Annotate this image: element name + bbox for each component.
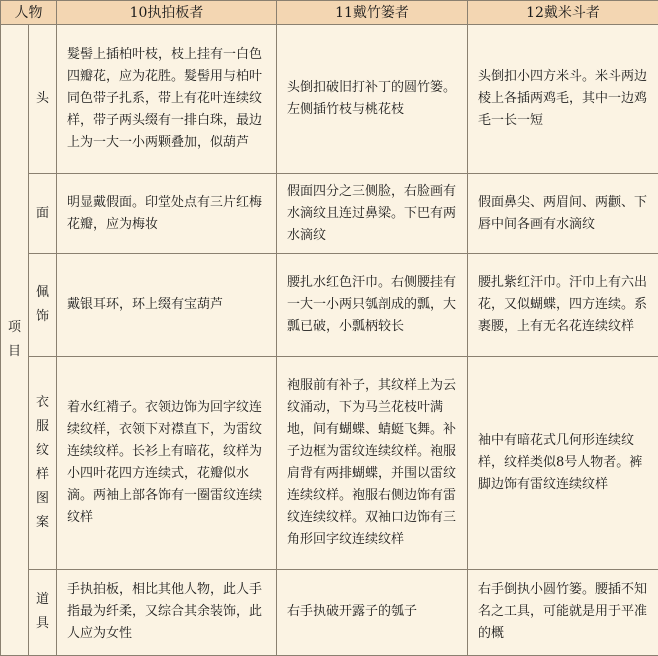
cell-text: 戴银耳环，环上缀有宝葫芦 xyxy=(67,296,224,312)
cell-text: 假面鼻尖、两眉间、两颧、下唇中间各画有水滴纹 xyxy=(478,194,648,232)
cell-col12 xyxy=(468,254,658,356)
cell-text: 右手倒执小圆竹篓。腰插不知名之工具，可能就是用于平准的概 xyxy=(478,582,648,642)
row-label-cell xyxy=(29,25,57,174)
cell-text: 袍服前有补子，其纹样上为云纹涌动，下为马兰花枝叶满地，间有蝴蝶、蜻蜓飞舞。补子边框为雷纹连续纹样。袍服肩背有两排蝴蝶，并围以雷纹连续纹样。袍服右侧边饰有雷纹连续纹样。双袖口边饰有三角形回字纹连续纹样 xyxy=(287,377,457,547)
cell-text: 右手执破开露子的瓠子 xyxy=(287,604,418,620)
row-face xyxy=(1,174,658,254)
row-label-cell xyxy=(29,356,57,569)
header-people: 人物 xyxy=(1,1,57,25)
row-label-cell xyxy=(29,569,57,655)
row-label: 道具 xyxy=(35,592,49,632)
cell-col11 xyxy=(277,569,468,655)
cell-col10 xyxy=(57,569,277,655)
cell-text: 头倒扣小四方米斗。米斗两边棱上各插两鸡毛，其中一边鸡毛一长一短 xyxy=(478,69,648,129)
row-accessories xyxy=(1,254,658,356)
cell-col12 xyxy=(468,25,658,174)
cell-col12 xyxy=(468,356,658,569)
header-col11: 11戴竹篓者 xyxy=(277,1,468,25)
cell-col10 xyxy=(57,25,277,174)
header-col12: 12戴米斗者 xyxy=(468,1,658,25)
row-clothing xyxy=(1,356,658,569)
cell-text: 腰扎紫红汗巾。汗巾上有六出花，又似蝴蝶，四方连续。系裹腰，上有无名花连续纹样 xyxy=(478,274,648,334)
cell-col11 xyxy=(277,254,468,356)
cell-col11 xyxy=(277,356,468,569)
cell-col12 xyxy=(468,174,658,254)
cell-col10 xyxy=(57,254,277,356)
row-label-cell xyxy=(29,254,57,356)
row-label: 衣服纹样图案 xyxy=(35,394,49,530)
group-label-cell xyxy=(1,25,29,656)
cell-col11 xyxy=(277,174,468,254)
row-head xyxy=(1,25,658,174)
cell-text: 着水红褙子。衣领边饰为回字纹连续纹样，衣领下对襟直下，为雷纹连续纹样。长衫上有暗花，纹样为小四叶花四方连续式，花瓣似水滴。两袖上部各饰有一圈雷纹连续纹样 xyxy=(67,399,263,525)
cell-text: 头倒扣破旧打补丁的圆竹篓。左侧插竹枝与桃花枝 xyxy=(287,80,457,118)
header-row xyxy=(1,1,658,25)
cell-text: 袖中有暗花式几何形连续纹样，纹样类似8号人物者。裤脚边饰有雷纹连续纹样 xyxy=(478,432,643,492)
cell-text: 腰扎水红色汗巾。右侧腰挂有一大一小两只瓠剖成的瓢，大瓢已破，小瓢柄较长 xyxy=(287,274,457,334)
header-col10: 10执拍板者 xyxy=(57,1,277,25)
cell-text: 明显戴假面。印堂处点有三片红梅花瓣，应为梅妆 xyxy=(67,194,263,232)
row-props xyxy=(1,569,658,655)
row-label: 佩饰 xyxy=(35,284,49,324)
cell-col11 xyxy=(277,25,468,174)
cell-col10 xyxy=(57,356,277,569)
cell-col12 xyxy=(468,569,658,655)
group-label: 项目 xyxy=(7,320,21,359)
cell-text: 假面四分之三侧脸，右脸画有水滴纹且连过鼻梁。下巴有两水滴纹 xyxy=(287,183,457,243)
cell-text: 手执拍板，相比其他人物，此人手指最为纤柔，又综合其余装饰，此人应为女性 xyxy=(67,582,263,642)
cell-col10 xyxy=(57,174,277,254)
row-label: 面 xyxy=(35,205,49,221)
row-label: 头 xyxy=(35,91,49,107)
row-label-cell xyxy=(29,174,57,254)
cell-text: 髮髻上插柏叶枝，枝上挂有一白色四瓣花，应为花胜。髮髻用与柏叶同色带子扎系，带上有花叶连续纹样，带子两头缀有一排白珠，最边上为一大一小两颗叠加，似葫芦 xyxy=(67,47,263,151)
